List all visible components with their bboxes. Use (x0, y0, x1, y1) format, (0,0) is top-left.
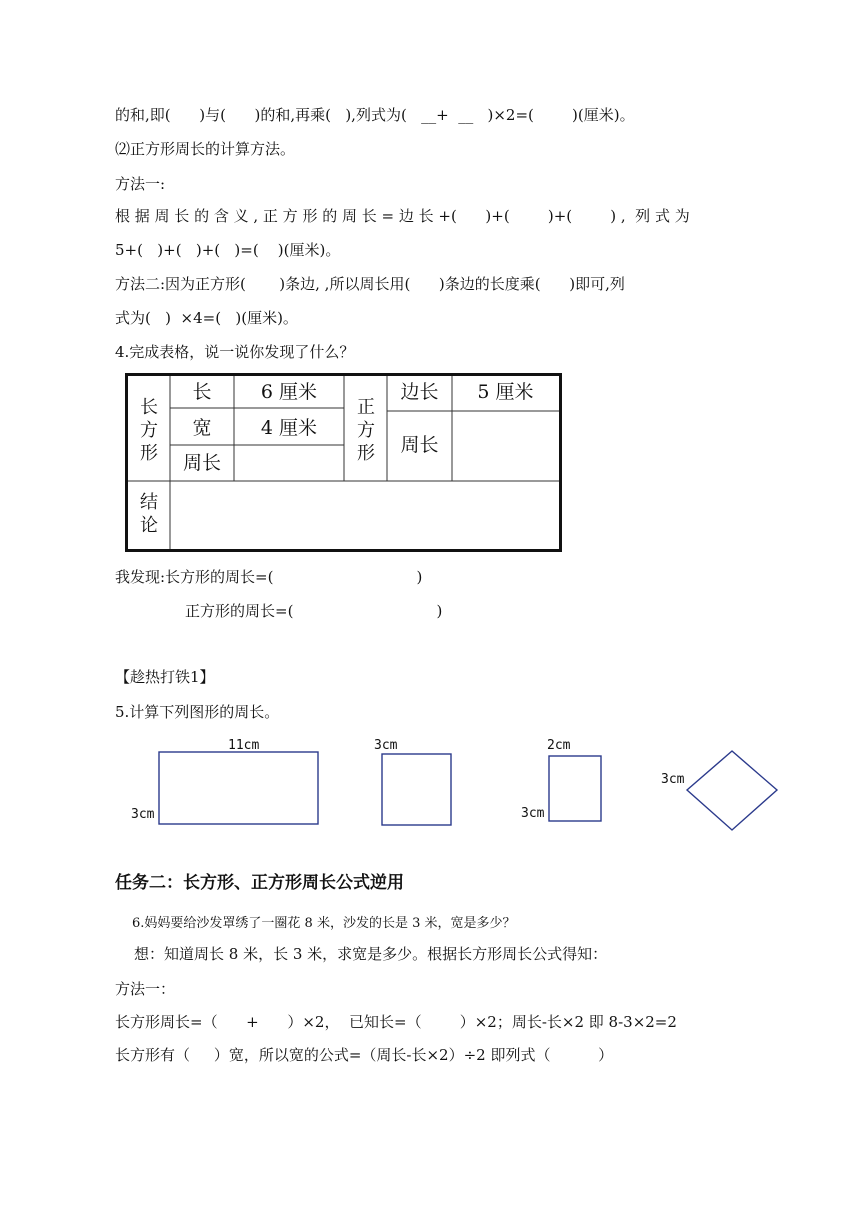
conclusion-label: 结论 (140, 492, 158, 536)
think-line: 想：知道周长 8 米，长 3 米，求宽是多少。根据长方形周长公式得知： (134, 945, 608, 963)
question-5: 5.计算下列图形的周长。 (115, 703, 280, 721)
text-line-1: 的和,即( )与( )的和,再乘( ),列式为( __+ __ )×2=( )(厘米)。 (115, 106, 635, 124)
rectangle-11x3 (159, 752, 318, 824)
practice-heading: 【趁热打铁1】 (115, 668, 215, 686)
square1-top-label: 3cm (374, 738, 398, 753)
text-line-4: 根 据 周 长 的 含 义 , 正 方 形 的 周 长 = 边 长 +( )+( )+( ) , 列 式 为 (115, 207, 690, 225)
length-label: 长 (192, 381, 212, 403)
question-6: 6.妈妈要给沙发罩绣了一圈花 8 米，沙发的长是 3 米，宽是多少？ (132, 916, 516, 931)
width-label: 宽 (192, 417, 212, 439)
text-line-6: 方法二:因为正方形( )条边, ,所以周长用( )条边的长度乘( )即可,列 (115, 275, 625, 293)
rect-label: 长方形 (140, 397, 158, 464)
text-line-3: 方法一: (115, 175, 166, 193)
rectangle-2x3 (549, 756, 601, 821)
text-line-5: 5+( )+( )+( )=( )(厘米)。 (115, 241, 341, 259)
width-formula-line: 长方形有（ ）宽，所以宽的公式=（周长-长×2）÷2 即列式（ ） (115, 1046, 614, 1064)
perimeter-label: 周长 (182, 452, 221, 474)
square-3 (382, 754, 451, 825)
rect2-left-label: 3cm (521, 806, 545, 821)
square-perimeter-label: 周长 (400, 434, 439, 456)
finding-square: 正方形的周长=( ) (185, 602, 443, 620)
rect2-top-label: 2cm (547, 738, 571, 753)
text-line-2: ⑵正方形周长的计算方法。 (115, 140, 296, 158)
side-value: 5 厘米 (477, 381, 534, 403)
diamond-side-label: 3cm (661, 772, 685, 787)
method-one: 方法一： (115, 980, 176, 998)
side-label: 边长 (400, 381, 439, 403)
task-two-heading: 任务二：长方形、正方形周长公式逆用 (115, 873, 404, 893)
finding-rect: 我发现:长方形的周长=( ) (115, 568, 423, 586)
rect1-left-label: 3cm (131, 807, 155, 822)
question-4: 4.完成表格，说一说你发现了什么？ (115, 343, 355, 361)
text-line-7: 式为( ) ×4=( )(厘米)。 (115, 309, 298, 327)
rect1-top-label: 11cm (228, 738, 260, 753)
length-value: 6 厘米 (260, 381, 318, 403)
diamond-square (687, 751, 777, 830)
width-value: 4 厘米 (260, 417, 318, 439)
square-label: 正方形 (357, 397, 375, 464)
perimeter-formula-line: 长方形周长=（ + ）×2， 已知长=（ ）×2；周长-长×2 即 8-3×2=2 (115, 1013, 677, 1031)
